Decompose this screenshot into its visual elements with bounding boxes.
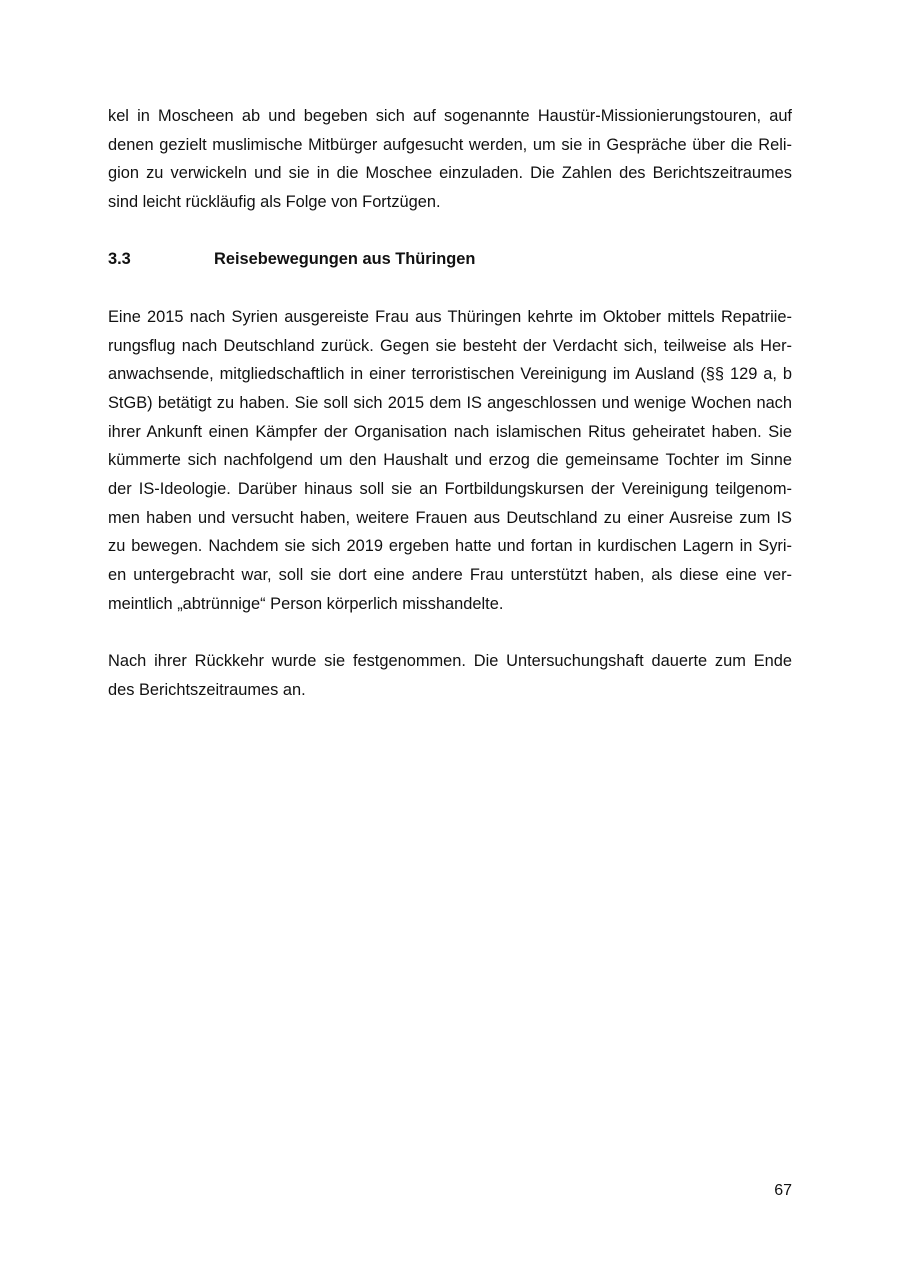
section-number: 3.3 <box>108 250 131 269</box>
text-line: gion zu verwickeln und sie in die Moschee einzuladen. Die Zahlen des Berichtszeitraumes <box>108 164 792 183</box>
text-line: Eine 2015 nach Syrien ausgereiste Frau aus Thüringen kehrte im Oktober mittels Repatriie- <box>108 307 792 326</box>
page-number: 67 <box>774 1182 792 1199</box>
paragraph-main <box>108 303 792 619</box>
text-line: Nach ihrer Rückkehr wurde sie festgenommen. Die Untersuchungshaft dauerte zum Ende <box>108 652 792 671</box>
section-title: Reisebewegungen aus Thüringen <box>214 250 476 269</box>
text-line: men haben und versucht haben, weitere Frauen aus Deutschland zu einer Ausreise zum IS <box>108 508 792 527</box>
text-line: zu bewegen. Nachdem sie sich 2019 ergeben hatte und fortan in kurdischen Lagern in Syri- <box>108 537 792 556</box>
paragraph-final <box>108 647 792 704</box>
text-line: kel in Moscheen ab und begeben sich auf sogenannte Haustür-Missionierungstouren, auf <box>108 107 792 125</box>
text-line: rungsflug nach Deutschland zurück. Gegen sie besteht der Verdacht sich, teilweise als Her- <box>108 336 792 355</box>
text-line: en untergebracht war, soll sie dort eine andere Frau unterstützt haben, als diese eine ver- <box>108 566 792 584</box>
text-line: ihrer Ankunft einen Kämpfer der Organisation nach islamischen Ritus geheiratet haben. Sie <box>108 422 792 441</box>
text-line: des Berichtszeitraumes an. <box>108 680 306 699</box>
text-line: anwachsende, mitgliedschaftlich in einer terroristischen Vereinigung im Ausland (§§ 129 a, b <box>108 365 792 384</box>
paragraph-intro <box>108 102 792 217</box>
text-line: der IS-Ideologie. Darüber hinaus soll sie an Fortbildungskursen der Vereinigung teilgenom- <box>108 479 792 498</box>
text-line: sind leicht rückläufig als Folge von Fortzügen. <box>108 193 441 212</box>
section-heading <box>108 245 792 274</box>
text-line: meintlich „abtrünnige“ Person körperlich misshandelte. <box>108 594 504 613</box>
text-line: denen gezielt muslimische Mitbürger aufgesucht werden, um sie in Gespräche über die Reli- <box>108 135 792 154</box>
text-line: kümmerte sich nachfolgend um den Haushalt und erzog die gemeinsame Tochter im Sinne <box>108 451 792 470</box>
document-page <box>108 102 792 733</box>
text-line: StGB) betätigt zu haben. Sie soll sich 2015 dem IS angeschlossen und wenige Wochen nach <box>108 393 792 412</box>
